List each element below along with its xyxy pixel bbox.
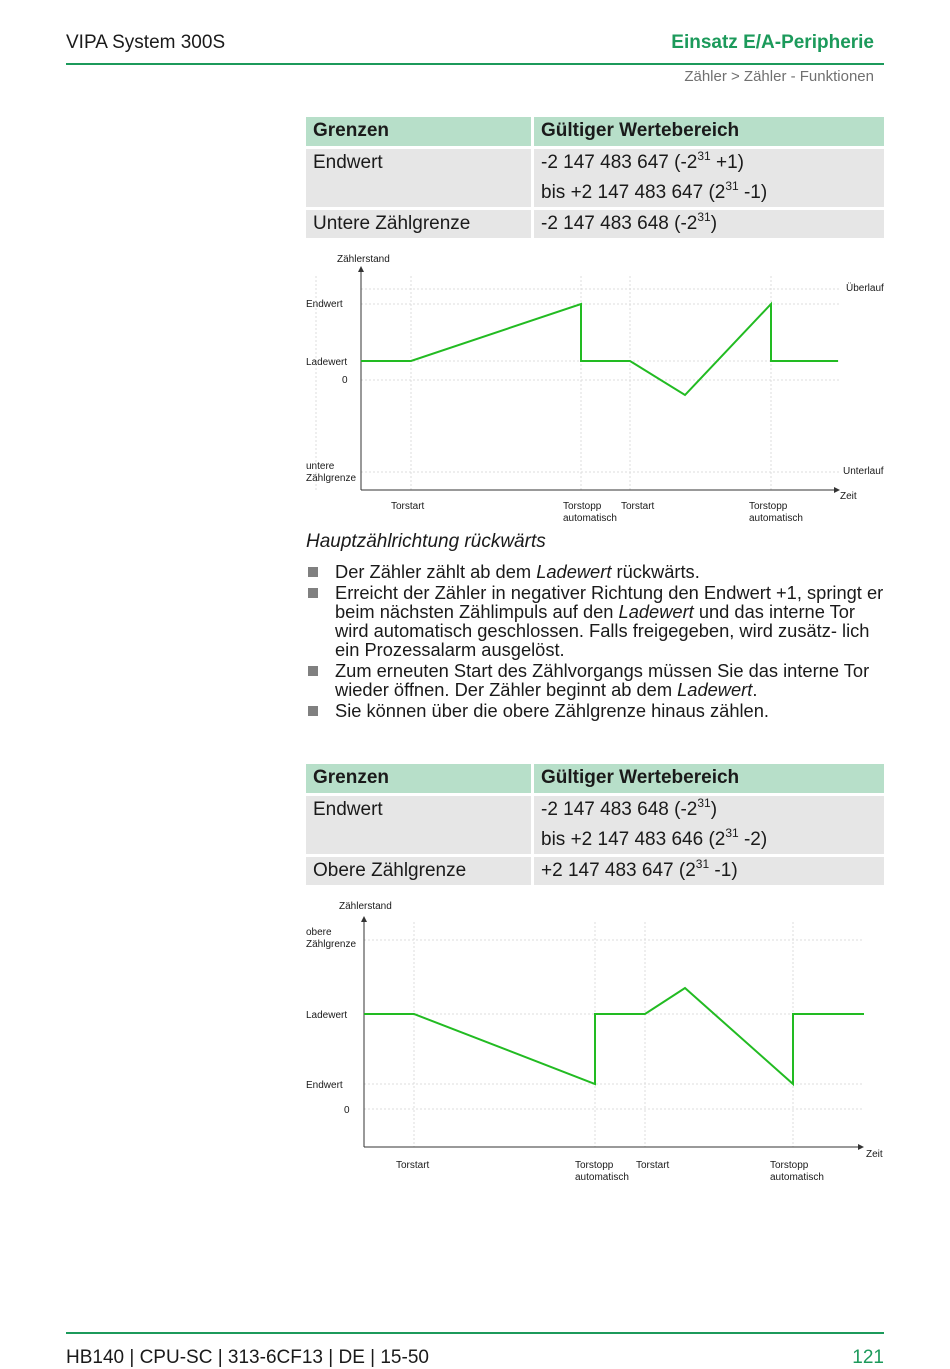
header-rule	[66, 63, 884, 65]
level-label-zero: 0	[344, 1105, 350, 1116]
y-axis-arrow-icon	[361, 916, 367, 922]
limits-table-1	[306, 114, 884, 241]
level-label-lower-limit-2: Zählgrenze	[306, 473, 357, 484]
col-header-wertebereich: Gültiger Wertebereich	[534, 764, 884, 793]
level-label-ladewert: Ladewert	[306, 1010, 348, 1021]
event-label-torstopp-2: Torstopp	[749, 501, 788, 512]
underflow-label: Unterlauf	[843, 466, 884, 477]
bullet-square-icon	[308, 666, 318, 676]
bullet-square-icon	[308, 567, 318, 577]
event-label-automatisch-2: automatisch	[749, 513, 803, 524]
bullet-square-icon	[308, 706, 318, 716]
level-label-endwert: Endwert	[306, 299, 343, 310]
event-label-automatisch-1: automatisch	[563, 513, 617, 524]
footer-rule	[66, 1332, 884, 1334]
row-value-endwert: -2 147 483 647 $(-2^{31} +1)$ bis +2 147 483 647 ($2^{31}$ -1)	[534, 149, 884, 207]
counter-diagram-forward	[300, 895, 900, 1190]
counter-diagram-backward	[300, 250, 900, 530]
counter-signal-line	[361, 304, 838, 395]
level-label-upper-limit-1: obere	[306, 927, 332, 938]
header-section-title: Einsatz E/A-Peripherie	[671, 32, 874, 53]
level-label-lower-limit-1: untere	[306, 461, 335, 472]
row-label-obere-zaehlgrenze: Obere Zählgrenze	[306, 857, 534, 885]
row-label-untere-zaehlgrenze: Untere Zählgrenze	[306, 210, 534, 238]
breadcrumb: Zähler > Zähler - Funktionen	[684, 68, 874, 85]
row-value-endwert: -2 147 483 648 $(-2^{31})$ bis +2 147 483 646 ($2^{31}$ -2)	[534, 796, 884, 854]
level-label-ladewert: Ladewert	[306, 357, 348, 368]
col-header-grenzen: Grenzen	[306, 764, 534, 793]
x-axis-title: Zeit	[840, 491, 857, 502]
event-label-automatisch-2: automatisch	[770, 1172, 824, 1183]
list-item: Sie können über die obere Zählgrenze hinaus zählen.	[306, 701, 886, 720]
table-row	[306, 149, 884, 207]
table-header-row	[306, 117, 884, 146]
bullet-list	[306, 562, 886, 722]
bullet-square-icon	[308, 588, 318, 598]
overflow-label: Überlauf	[846, 283, 884, 294]
table-row	[306, 796, 884, 854]
row-label-endwert: Endwert	[306, 796, 534, 854]
footer-document-id: HB140 | CPU-SC | 313-6CF13 | DE | 15-50	[66, 1347, 429, 1368]
list-item: Erreicht der Zähler in negativer Richtung den Endwert +1, springt er beim nächsten Zählimpuls auf den Ladewert und das interne Tor wird automatisch geschlossen. Falls freigegeben, wird zusätz- lich ein Prozessalarm ausgelöst.	[306, 583, 886, 659]
x-axis-arrow-icon	[858, 1144, 864, 1150]
col-header-grenzen: Grenzen	[306, 117, 534, 146]
y-axis-title: Zählerstand	[337, 254, 390, 265]
list-item: Zum erneuten Start des Zählvorgangs müssen Sie das interne Tor wieder öffnen. Der Zähler beginnt ab dem Ladewert.	[306, 661, 886, 699]
level-label-zero: 0	[342, 375, 348, 386]
event-label-torstart: Torstart	[396, 1160, 430, 1171]
grid-lines	[364, 922, 864, 1147]
y-axis-title: Zählerstand	[339, 901, 392, 912]
event-label-torstopp-1: Torstopp	[563, 501, 602, 512]
table-row	[306, 210, 884, 238]
row-label-endwert: Endwert	[306, 149, 534, 207]
event-label-torstart-2: Torstart	[621, 501, 655, 512]
x-axis-title: Zeit	[866, 1149, 883, 1160]
event-label-torstart-2: Torstart	[636, 1160, 670, 1171]
event-label-torstopp-1: Torstopp	[575, 1160, 614, 1171]
col-header-wertebereich: Gültiger Wertebereich	[534, 117, 884, 146]
table-row	[306, 857, 884, 885]
page-number: 121	[852, 1347, 884, 1368]
table-header-row	[306, 764, 884, 793]
event-label-torstart: Torstart	[391, 501, 425, 512]
row-value-obere-zaehlgrenze: +2 147 483 647 ($2^{31}$ -1)	[534, 857, 884, 885]
grid-lines	[316, 276, 840, 490]
list-item: Der Zähler zählt ab dem Ladewert rückwärts.	[306, 562, 886, 581]
event-label-automatisch-1: automatisch	[575, 1172, 629, 1183]
header-left-title: VIPA System 300S	[66, 32, 226, 53]
level-label-upper-limit-2: Zählgrenze	[306, 939, 357, 950]
section-title: Hauptzählrichtung rückwärts	[306, 531, 546, 552]
limits-table-2	[306, 761, 884, 888]
event-label-torstopp-2: Torstopp	[770, 1160, 809, 1171]
row-value-untere-zaehlgrenze: -2 147 483 648 $(-2^{31})$	[534, 210, 884, 238]
counter-signal-line	[364, 988, 864, 1084]
level-label-endwert: Endwert	[306, 1080, 343, 1091]
y-axis-arrow-icon	[358, 266, 364, 272]
